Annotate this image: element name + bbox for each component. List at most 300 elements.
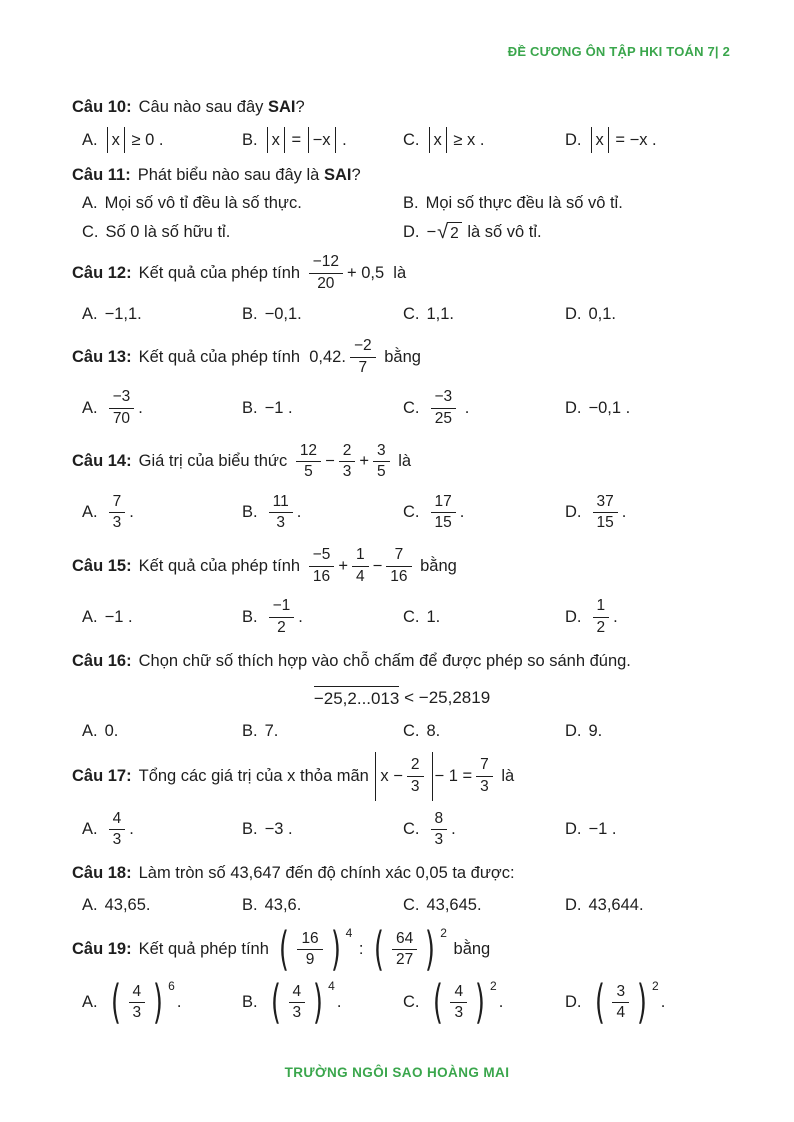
- text-run: 0.: [104, 721, 119, 740]
- option-key: A.: [82, 896, 98, 915]
- fraction-denominator: 3: [410, 777, 420, 795]
- text-run: Chọn chữ số thích hợp vào chỗ chấm để được phép so sánh đúng.: [138, 651, 631, 670]
- text-run: .: [296, 503, 302, 522]
- option-c: [82, 220, 403, 244]
- absolute-value: [375, 752, 432, 800]
- options-row: [72, 127, 732, 153]
- fraction-numerator: 37: [593, 493, 618, 514]
- question-label: Câu 13:: [72, 347, 132, 366]
- text-run: +: [359, 452, 369, 471]
- question-title: [72, 752, 732, 800]
- fraction-numerator: 4: [129, 983, 146, 1004]
- options-row: [72, 975, 732, 1030]
- option-a: [82, 386, 242, 430]
- right-paren: ): [425, 922, 436, 977]
- powered-fraction: [275, 922, 353, 977]
- question-label: Câu 12:: [72, 263, 132, 282]
- question-label: Câu 18:: [72, 864, 132, 883]
- powered-fraction: [591, 975, 659, 1030]
- text-run: −3 .: [264, 820, 293, 839]
- option-key: B.: [242, 503, 258, 522]
- question-16: [72, 648, 732, 743]
- option-key: B.: [242, 398, 258, 417]
- option-b: [242, 719, 403, 743]
- fraction-numerator: 7: [386, 546, 411, 567]
- fraction-numerator: 2: [407, 756, 424, 777]
- option-c: [403, 491, 565, 535]
- fraction-numerator: 3: [373, 442, 390, 463]
- text-run: .: [336, 993, 342, 1012]
- text-run: 43,644.: [588, 896, 644, 915]
- option-key: C.: [403, 304, 420, 323]
- fraction-denominator: 7: [358, 358, 368, 376]
- overline-number: −25,2...013: [314, 686, 400, 709]
- exponent: 2: [652, 978, 659, 993]
- fraction-numerator: 1: [593, 597, 610, 618]
- text-run: x −: [380, 766, 403, 785]
- text-run: .: [337, 130, 347, 149]
- fraction: [296, 442, 321, 482]
- text-run: .: [613, 607, 618, 626]
- option-key: A.: [82, 820, 98, 839]
- text-run: −: [426, 222, 437, 241]
- fraction-numerator: −3: [431, 388, 457, 409]
- fraction-denominator: 15: [434, 514, 452, 532]
- text-run: Kết quả phép tính: [138, 940, 274, 959]
- question-13: [72, 335, 732, 430]
- fraction-denominator: 2: [596, 618, 606, 636]
- text-run: :: [354, 940, 369, 959]
- square-root: [437, 222, 462, 243]
- left-paren: (: [110, 975, 121, 1030]
- option-b: [242, 818, 403, 842]
- option-b: [242, 491, 403, 535]
- text-run: −1 .: [264, 398, 293, 417]
- text-run: −1,1.: [104, 304, 142, 323]
- fraction-numerator: −1: [269, 597, 295, 618]
- fraction: [612, 983, 629, 1023]
- fraction: [129, 983, 146, 1023]
- page-header: ĐỀ CƯƠNG ÔN TẬP HKI TOÁN 7| 2: [507, 44, 730, 59]
- options-row: [72, 808, 732, 852]
- fraction: [309, 253, 343, 293]
- options-row: [72, 191, 732, 244]
- option-d: [565, 719, 732, 743]
- text-run: .: [129, 503, 134, 522]
- fraction: [476, 756, 493, 796]
- text-run: .: [138, 398, 143, 417]
- fraction-numerator: 4: [450, 983, 467, 1004]
- text-run: Giá trị của biểu thức: [138, 452, 292, 471]
- option-key: D.: [565, 304, 582, 323]
- fraction-numerator: 11: [269, 493, 293, 514]
- option-key: D.: [565, 130, 582, 149]
- question-14: [72, 440, 732, 535]
- option-key: C.: [403, 820, 420, 839]
- option-key: D.: [565, 503, 582, 522]
- option-b: [242, 894, 403, 918]
- option-a: [82, 191, 403, 215]
- exponent: 2: [440, 925, 447, 940]
- fraction-numerator: −2: [350, 337, 376, 358]
- radicand: 2: [447, 222, 462, 243]
- question-title: [72, 861, 732, 887]
- left-paren: (: [432, 975, 443, 1030]
- fraction-denominator: 2: [277, 618, 286, 636]
- question-label: Câu 15:: [72, 556, 132, 575]
- text-run: bằng: [448, 940, 491, 959]
- question-11: [72, 162, 732, 244]
- options-row: [72, 491, 732, 535]
- option-b: [242, 127, 403, 153]
- text-run: −0,1.: [264, 304, 302, 323]
- question-label: Câu 19:: [72, 940, 132, 959]
- option-key: A.: [82, 130, 98, 149]
- exponent: 4: [345, 925, 353, 940]
- option-d: [565, 818, 732, 842]
- options-row: [72, 386, 732, 430]
- option-a: [82, 894, 242, 918]
- comparison-expression: [72, 686, 732, 709]
- text-run: = −x .: [610, 130, 657, 149]
- absolute-value: x: [107, 127, 125, 153]
- option-a: [82, 491, 242, 535]
- fraction-denominator: 3: [342, 463, 352, 481]
- text-run: 8.: [426, 721, 441, 740]
- text-run: là số vô tỉ.: [462, 222, 542, 241]
- text-run: .: [298, 607, 303, 626]
- fraction: [269, 493, 293, 533]
- text-run: 9.: [588, 721, 603, 740]
- text-run: 7.: [264, 721, 279, 740]
- option-b: [242, 396, 403, 420]
- options-row: [72, 302, 732, 326]
- option-c: [403, 302, 565, 326]
- left-paren: (: [270, 975, 281, 1030]
- right-paren: ): [313, 975, 324, 1030]
- option-a: [82, 808, 242, 852]
- option-key: D.: [565, 820, 582, 839]
- fraction: [431, 493, 456, 533]
- option-key: C.: [403, 503, 420, 522]
- option-b: [403, 191, 732, 215]
- question-10: [72, 94, 732, 153]
- option-key: B.: [242, 820, 258, 839]
- text-run: là: [496, 766, 515, 785]
- powered-fraction: [370, 922, 447, 977]
- text-run: .: [451, 820, 456, 839]
- fraction: [289, 983, 306, 1023]
- option-key: C.: [82, 222, 99, 241]
- option-a: [82, 719, 242, 743]
- question-12: [72, 251, 732, 326]
- option-a: [82, 302, 242, 326]
- question-label: Câu 10:: [72, 97, 132, 116]
- fraction-denominator: 27: [396, 951, 414, 969]
- questions-container: [72, 94, 732, 1035]
- fraction-denominator: 5: [304, 463, 313, 481]
- fraction: [450, 983, 467, 1023]
- fraction: [407, 756, 424, 796]
- fraction-denominator: 4: [356, 567, 365, 585]
- option-c: [403, 719, 565, 743]
- fraction-denominator: 16: [312, 567, 331, 585]
- text-run: < −25,2819: [399, 687, 491, 707]
- option-key: D.: [403, 222, 420, 241]
- option-key: B.: [242, 896, 258, 915]
- text-run: Câu nào sau đây: [138, 97, 268, 116]
- text-run: 0,1.: [588, 304, 617, 323]
- question-title: [72, 94, 732, 120]
- option-key: C.: [403, 721, 420, 740]
- fraction: [309, 546, 335, 586]
- option-key: B.: [242, 607, 258, 626]
- option-key: C.: [403, 130, 420, 149]
- fraction-numerator: 7: [109, 493, 126, 514]
- page-footer: TRƯỜNG NGÔI SAO HOÀNG MAI: [284, 1065, 510, 1080]
- text-run: .: [460, 398, 470, 417]
- text-run: Phát biểu nào sau đây là: [137, 165, 324, 184]
- fraction-denominator: 3: [292, 1004, 302, 1022]
- fraction-denominator: 16: [390, 567, 408, 585]
- option-key: C.: [403, 993, 420, 1012]
- absolute-value: x: [267, 127, 285, 153]
- option-key: A.: [82, 503, 98, 522]
- absolute-value: −x: [308, 127, 336, 153]
- fraction-denominator: 3: [132, 1004, 142, 1022]
- fraction-denominator: 5: [376, 463, 386, 481]
- option-key: A.: [82, 304, 98, 323]
- option-b: [242, 595, 403, 639]
- bold-text: SAI: [267, 97, 296, 116]
- text-run: −1 .: [588, 820, 617, 839]
- option-key: D.: [565, 607, 582, 626]
- left-paren: (: [594, 975, 605, 1030]
- exponent: 6: [168, 978, 175, 993]
- text-run: Kết quả của phép tính: [138, 556, 305, 575]
- fraction: [352, 546, 369, 586]
- option-d: [565, 595, 732, 639]
- option-d: [565, 127, 732, 153]
- text-run: .: [621, 503, 627, 522]
- text-run: Mọi số vô tỉ đều là số thực.: [104, 193, 302, 212]
- option-b: [242, 302, 403, 326]
- question-label: Câu 17:: [72, 766, 132, 785]
- option-b: [242, 975, 403, 1030]
- text-run: Làm tròn số 43,647 đến độ chính xác 0,05 ta được:: [138, 864, 515, 883]
- powered-fraction: [267, 975, 335, 1030]
- text-run: là: [393, 452, 412, 471]
- right-paren: ): [475, 975, 485, 1030]
- option-a: [82, 605, 242, 629]
- text-run: −: [372, 556, 383, 575]
- fraction-numerator: 12: [296, 442, 321, 463]
- option-key: D.: [565, 993, 582, 1012]
- option-a: [82, 975, 242, 1030]
- text-run: Kết quả của phép tính: [138, 263, 305, 282]
- fraction-numerator: 4: [109, 810, 126, 831]
- option-d: [565, 491, 732, 535]
- bold-text: SAI: [323, 165, 352, 184]
- fraction: [297, 930, 322, 970]
- fraction: [109, 388, 135, 428]
- fraction: [109, 810, 126, 850]
- fraction-denominator: 3: [112, 514, 122, 532]
- question-title: [72, 544, 732, 588]
- fraction-numerator: −12: [309, 253, 343, 274]
- option-key: A.: [82, 607, 98, 626]
- fraction-numerator: 16: [297, 930, 322, 951]
- right-paren: ): [153, 975, 164, 1030]
- option-d: [565, 396, 732, 420]
- fraction-denominator: 3: [112, 831, 122, 849]
- option-key: B.: [242, 130, 258, 149]
- fraction-denominator: 3: [480, 777, 489, 795]
- fraction: [431, 810, 448, 850]
- fraction-denominator: 25: [434, 409, 452, 427]
- text-run: −1 .: [104, 607, 133, 626]
- option-d: [565, 975, 732, 1030]
- question-title: [72, 648, 732, 674]
- option-d: [565, 302, 732, 326]
- fraction-denominator: 4: [616, 1004, 626, 1022]
- fraction: [392, 930, 417, 970]
- text-run: −0,1 .: [588, 398, 631, 417]
- text-run: =: [286, 130, 306, 149]
- right-paren: ): [330, 922, 341, 977]
- fraction-denominator: 3: [276, 514, 285, 532]
- option-key: D.: [565, 721, 582, 740]
- fraction-denominator: 9: [305, 951, 315, 969]
- option-key: A.: [82, 993, 98, 1012]
- text-run: 43,6.: [264, 896, 302, 915]
- fraction: [593, 493, 618, 533]
- question-title: [72, 922, 732, 977]
- option-c: [403, 894, 565, 918]
- option-key: B.: [242, 304, 258, 323]
- option-c: [403, 808, 565, 852]
- fraction-numerator: 7: [476, 756, 493, 777]
- text-run: .: [459, 503, 465, 522]
- question-17: [72, 752, 732, 851]
- question-15: [72, 544, 732, 639]
- option-c: [403, 605, 565, 629]
- option-key: C.: [403, 896, 420, 915]
- text-run: +: [338, 556, 348, 575]
- text-run: ≥ x .: [448, 130, 485, 149]
- fraction-denominator: 3: [454, 1004, 464, 1022]
- fraction: [431, 388, 457, 428]
- option-key: A.: [82, 721, 98, 740]
- question-18: [72, 861, 732, 918]
- text-run: Tổng các giá trị của x thỏa mãn: [138, 766, 374, 785]
- fraction-numerator: 4: [289, 983, 306, 1004]
- question-title: [72, 335, 732, 379]
- exponent: 4: [328, 978, 335, 993]
- fraction-numerator: 2: [339, 442, 356, 463]
- fraction-denominator: 15: [596, 514, 614, 532]
- option-c: [403, 386, 565, 430]
- text-run: − 1 =: [434, 766, 473, 785]
- fraction: [373, 442, 390, 482]
- question-label: Câu 16:: [72, 651, 132, 670]
- question-title: [72, 162, 732, 188]
- option-key: D.: [565, 896, 582, 915]
- options-row: [72, 595, 732, 639]
- text-run: .: [129, 820, 134, 839]
- fraction: [109, 493, 126, 533]
- option-key: D.: [565, 398, 582, 417]
- text-run: ?: [295, 97, 305, 116]
- option-key: B.: [403, 193, 419, 212]
- powered-fraction: [429, 975, 497, 1030]
- absolute-value: x: [429, 127, 447, 153]
- text-run: .: [498, 993, 504, 1012]
- option-d: [403, 220, 732, 244]
- text-run: + 0,5 là: [346, 263, 407, 282]
- absolute-value: x: [591, 127, 609, 153]
- option-d: [565, 894, 732, 918]
- text-run: 1,1.: [426, 304, 455, 323]
- text-run: ?: [351, 165, 361, 184]
- option-key: B.: [242, 721, 258, 740]
- fraction: [269, 597, 295, 637]
- fraction-numerator: 3: [612, 983, 629, 1004]
- option-key: A.: [82, 398, 98, 417]
- option-key: A.: [82, 193, 98, 212]
- text-run: 43,65.: [104, 896, 151, 915]
- option-key: C.: [403, 398, 420, 417]
- fraction: [350, 337, 376, 377]
- text-run: .: [660, 993, 666, 1012]
- text-run: 1.: [426, 607, 441, 626]
- fraction-denominator: 70: [112, 409, 131, 427]
- option-a: [82, 127, 242, 153]
- fraction-numerator: 17: [431, 493, 456, 514]
- question-title: [72, 251, 732, 295]
- fraction-numerator: −5: [309, 546, 335, 567]
- question-label: Câu 11:: [72, 165, 131, 184]
- fraction-numerator: −3: [109, 388, 135, 409]
- options-row: [72, 894, 732, 918]
- fraction-numerator: 64: [392, 930, 417, 951]
- question-label: Câu 14:: [72, 452, 132, 471]
- option-c: [403, 975, 565, 1030]
- left-paren: (: [374, 922, 385, 977]
- exponent: 2: [490, 978, 497, 993]
- question-19: [72, 922, 732, 1030]
- options-row: [72, 719, 732, 743]
- text-run: ≥ 0 .: [126, 130, 164, 149]
- fraction: [593, 597, 610, 637]
- text-run: Số 0 là số hữu tỉ.: [105, 222, 231, 241]
- fraction-numerator: 1: [352, 546, 369, 567]
- text-run: 43,645.: [426, 896, 482, 915]
- fraction-denominator: 3: [434, 831, 444, 849]
- fraction-denominator: 20: [317, 274, 335, 292]
- powered-fraction: [107, 975, 175, 1030]
- question-title: [72, 440, 732, 484]
- right-paren: ): [637, 975, 647, 1030]
- radical-sign: √: [437, 220, 449, 243]
- text-run: .: [176, 993, 182, 1012]
- option-key: B.: [242, 993, 258, 1012]
- text-run: bằng: [379, 347, 421, 366]
- fraction: [339, 442, 356, 482]
- option-key: C.: [403, 607, 420, 626]
- text-run: bằng: [415, 556, 457, 575]
- fraction-numerator: 8: [431, 810, 448, 831]
